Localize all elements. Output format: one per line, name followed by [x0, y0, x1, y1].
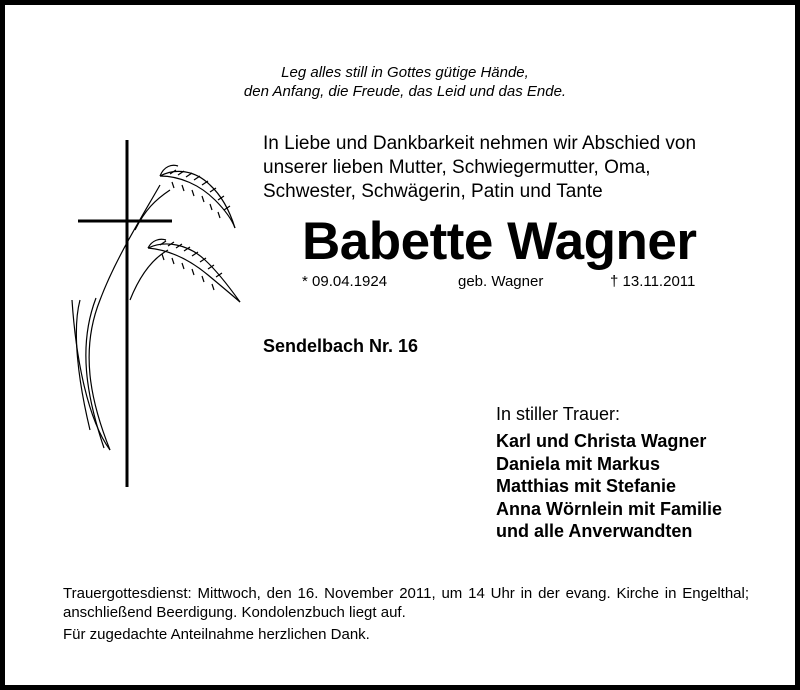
mourners-label: In stiller Trauer: — [496, 404, 621, 424]
wheat-ears-icon — [72, 165, 240, 450]
intro-text — [263, 132, 763, 204]
intro-line-3: Schwester, Schwägerin, Patin und Tante — [263, 181, 603, 202]
mourner-item: Karl und Christa Wagner — [496, 431, 707, 451]
thanks-line: Für zugedachte Anteilnahme herzlichen Dank. — [63, 626, 370, 643]
death-date: † 13.11.2011 — [610, 273, 696, 290]
mourner-item: Anna Wörnlein mit Familie — [496, 498, 723, 519]
motto-line-1: Leg alles still in Gottes gütige Hände, — [281, 64, 529, 81]
motto-line-2: den Anfang, die Freude, das Leid und das Ende. — [243, 83, 567, 100]
mourners-block — [496, 402, 786, 543]
mourner-item: und alle Anverwandten — [496, 521, 693, 541]
motto-verse — [5, 63, 800, 101]
deceased-name: Babette Wagner — [302, 212, 697, 271]
deceased-address: Sendelbach Nr. 16 — [263, 336, 419, 356]
intro-line-1: In Liebe und Dankbarkeit nehmen wir Abschied von — [263, 133, 697, 154]
mourner-item: Daniela mit Markus — [496, 453, 661, 474]
birth-date: * 09.04.1924 — [302, 273, 388, 290]
cross-icon — [60, 130, 250, 490]
service-info: Trauergottesdienst: Mittwoch, den 16. November 2011, um 14 Uhr in der evang. Kirche in Engelthal; anschließend Beerdigung. Kondolenzbuch liegt auf. — [63, 585, 749, 621]
maiden-name: geb. Wagner — [458, 273, 544, 290]
mourner-item: Matthias mit Stefanie — [496, 476, 677, 496]
intro-line-2: unserer lieben Mutter, Schwiegermutter, Oma, — [263, 157, 651, 178]
